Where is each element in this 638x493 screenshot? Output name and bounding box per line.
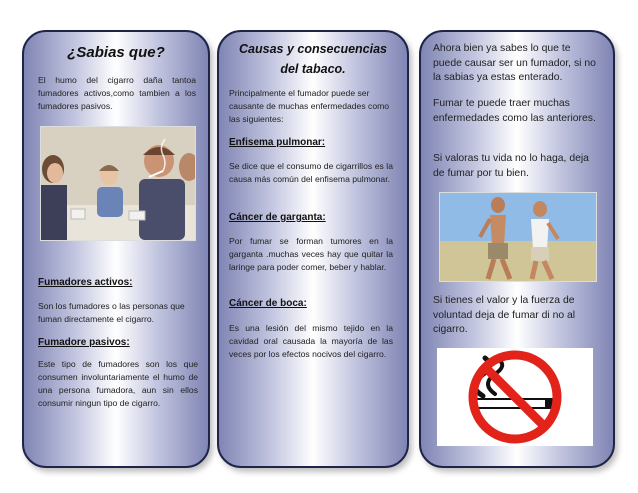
item-text-cancer-garganta: Por fumar se forman tumores en la garganta .muchas veces hay que quitar la laringe para poder comer, beber y hablar. bbox=[229, 236, 393, 272]
panel2-title-line1: Causas y consecuencias bbox=[239, 42, 387, 56]
item-text-cancer-boca: Es una lesión del mismo tejido en la cavidad oral causada la mayoría de las veces por los efectos nocivos del cigarro. bbox=[229, 323, 393, 359]
panel-conclusion bbox=[419, 30, 615, 468]
runners-photo bbox=[439, 192, 597, 282]
panel2-intro: Principalmente el fumador puede ser causante de muchas enfermedades como las siguientes: bbox=[229, 88, 390, 124]
panel3-para3: Si valoras tu vida no lo haga, deja de fumar por tu bien. bbox=[433, 153, 589, 179]
family-photo bbox=[40, 126, 196, 241]
item-text-enfisema: Se dice que el consumo de cigarrillos es la causa más común del enfisema pulmonar. bbox=[229, 161, 393, 184]
panel3-para2: Fumar te puede traer muchas enfermedades como las anteriores. bbox=[433, 98, 596, 124]
panel1-intro: El humo del cigarro daña tantoa fumadores activos,como tambien a los fumadores pasivos. bbox=[38, 75, 196, 111]
section-title-fumadores-pasivos: Fumadore pasivos: bbox=[38, 337, 130, 348]
item-title-cancer-boca: Cáncer de boca: bbox=[229, 298, 307, 309]
item-title-enfisema: Enfisema pulmonar: bbox=[229, 137, 326, 148]
runners-illustration bbox=[440, 193, 596, 281]
family-smoking-illustration bbox=[41, 127, 195, 240]
section-title-fumadores-activos: Fumadores activos: bbox=[38, 277, 133, 288]
panel-sabias-que bbox=[22, 30, 210, 468]
panel2-title-line2: del tabaco. bbox=[280, 62, 346, 76]
no-smoking-sign bbox=[437, 348, 593, 446]
panel3-para4: Si tienes el valor y la fuerza de voluntad deja de fumar di no al cigarro. bbox=[433, 295, 576, 335]
panel1-title: ¿Sabias que? bbox=[67, 44, 165, 61]
panel-causas-consecuencias bbox=[217, 30, 409, 468]
no-smoking-icon bbox=[437, 348, 593, 446]
item-title-cancer-garganta: Cáncer de garganta: bbox=[229, 212, 326, 223]
panel3-para1: Ahora bien ya sabes lo que te puede causar ser un fumador, si no la sabias ya estas enterado. bbox=[433, 43, 596, 83]
section-text-fumadores-pasivos: Este tipo de fumadores son los que consumen involuntariamente el humo de una persona fumadora, aun sin ellos consumir ningun tipo de cigarro. bbox=[38, 359, 198, 408]
section-text-fumadores-activos: Son los fumadores o las personas que fuman directamente el cigarro. bbox=[38, 301, 185, 324]
